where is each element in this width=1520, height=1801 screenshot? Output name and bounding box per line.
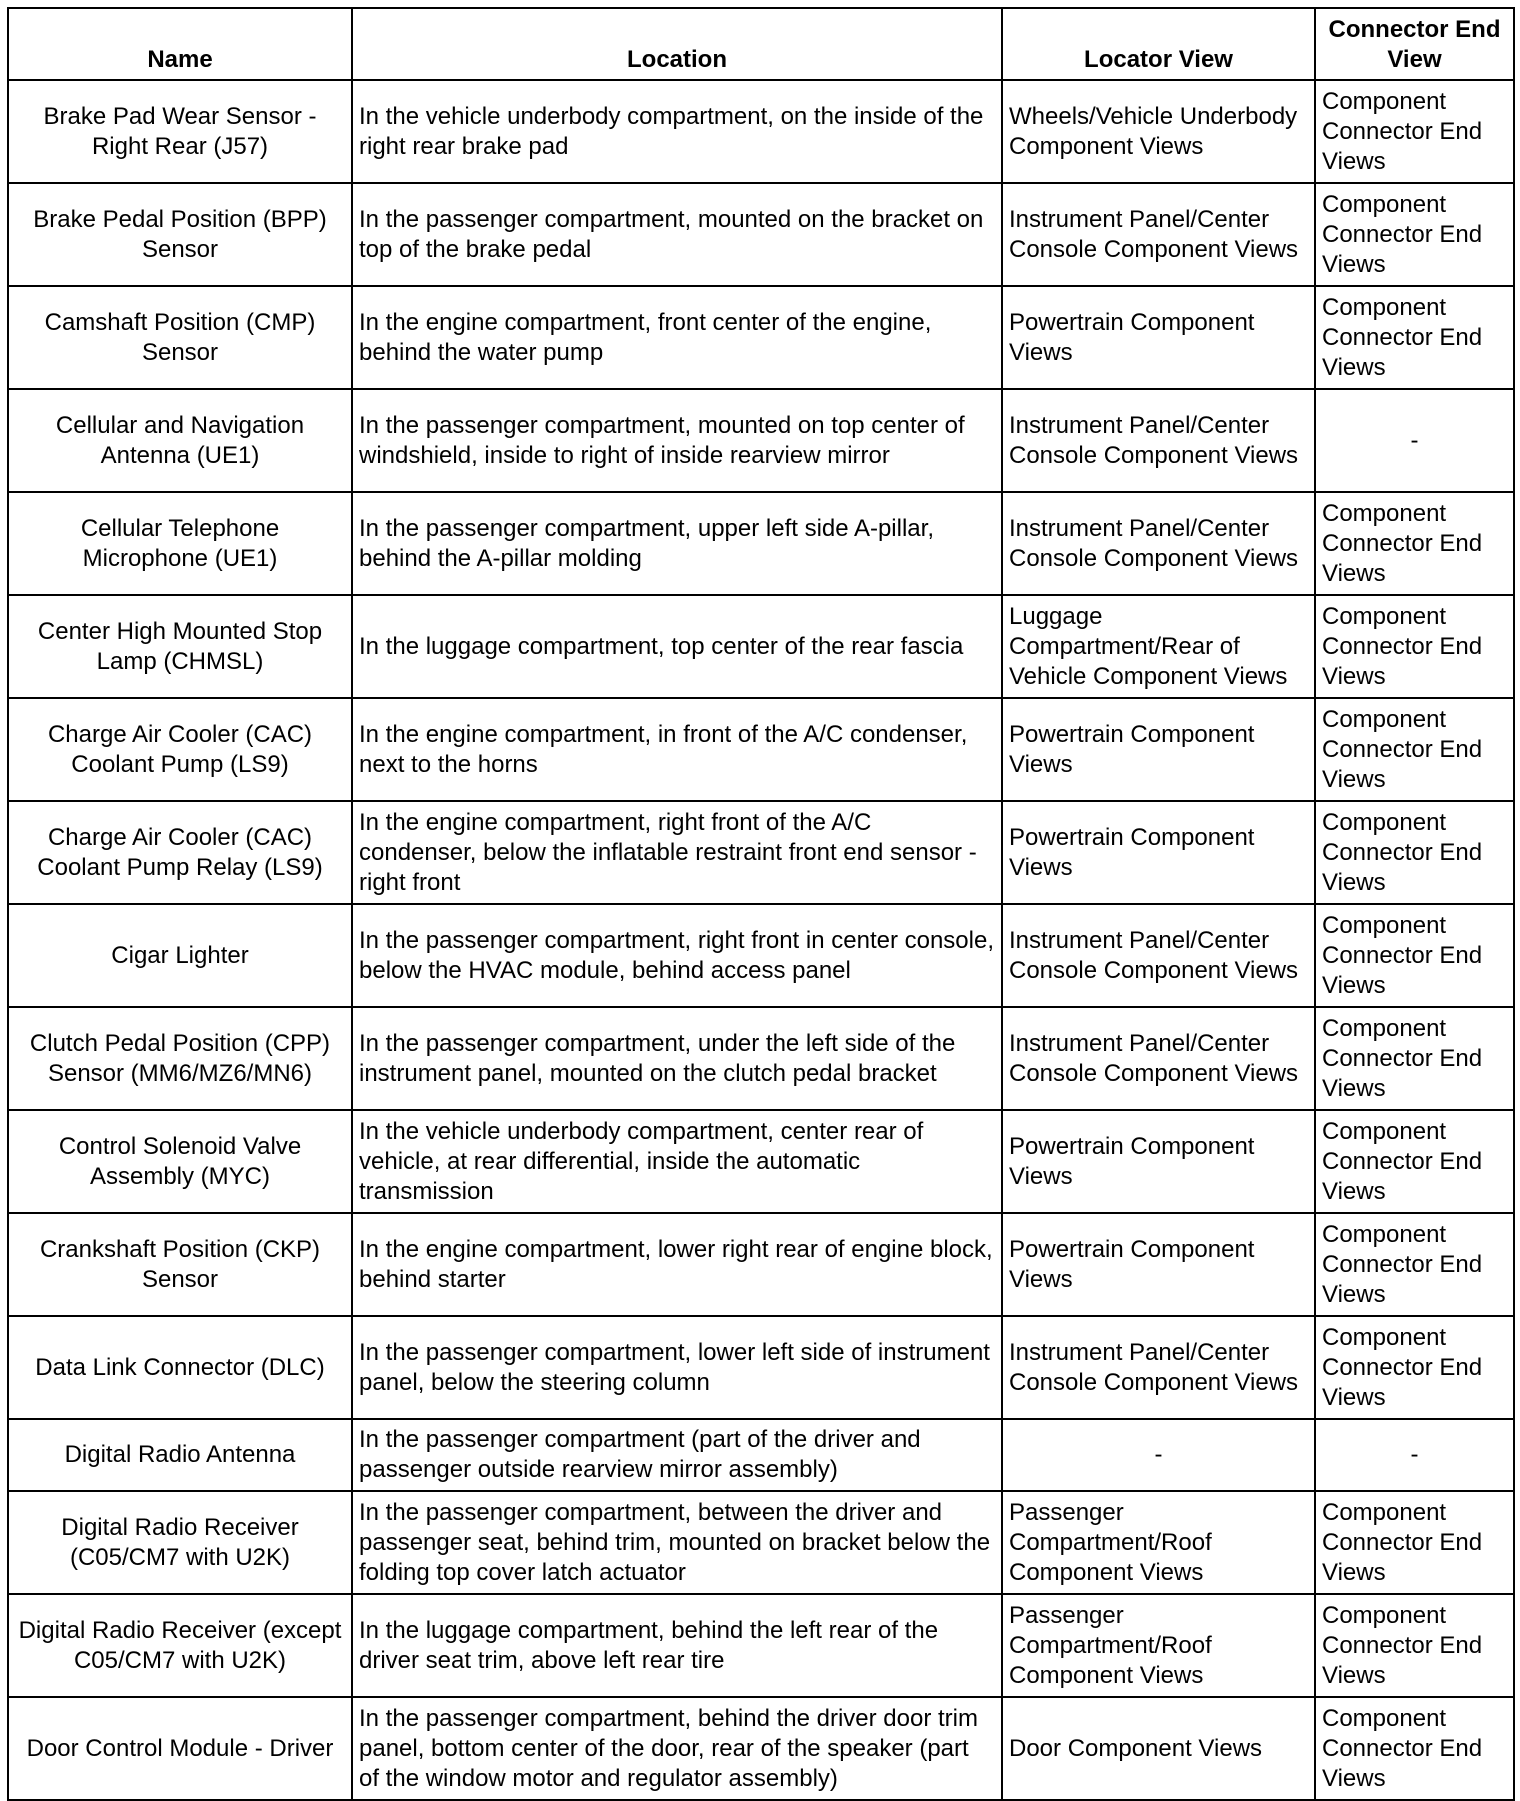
cell-location: In the passenger compartment, behind the driver door trim panel, bottom center of the door, rear of the speaker (part of the window motor and regulator assembly) [352,1697,1002,1800]
cell-name: Digital Radio Receiver (C05/CM7 with U2K) [8,1491,352,1594]
cell-connector-end-view: Component Connector End Views [1315,1007,1514,1110]
table-row [8,595,1514,698]
cell-connector-end-view: Component Connector End Views [1315,183,1514,286]
table-row [8,1697,1514,1800]
cell-connector-end-view: Component Connector End Views [1315,1110,1514,1213]
cell-location: In the engine compartment, front center of the engine, behind the water pump [352,286,1002,389]
table-header-row [8,8,1514,80]
cell-name: Cigar Lighter [8,904,352,1007]
cell-location: In the vehicle underbody compartment, center rear of vehicle, at rear differential, inside the automatic transmission [352,1110,1002,1213]
cell-connector-end-view: Component Connector End Views [1315,1213,1514,1316]
cell-name: Brake Pedal Position (BPP) Sensor [8,183,352,286]
cell-locator-view: Luggage Compartment/Rear of Vehicle Component Views [1002,595,1315,698]
cell-location: In the vehicle underbody compartment, on the inside of the right rear brake pad [352,80,1002,183]
cell-locator-view: Passenger Compartment/Roof Component Views [1002,1594,1315,1697]
cell-name: Camshaft Position (CMP) Sensor [8,286,352,389]
cell-location: In the passenger compartment, lower left side of instrument panel, below the steering column [352,1316,1002,1419]
cell-locator-view: Powertrain Component Views [1002,286,1315,389]
cell-name: Data Link Connector (DLC) [8,1316,352,1419]
cell-location: In the luggage compartment, top center of the rear fascia [352,595,1002,698]
table-row [8,1594,1514,1697]
cell-connector-end-view: Component Connector End Views [1315,492,1514,595]
cell-connector-end-view: Component Connector End Views [1315,1491,1514,1594]
cell-locator-view: Powertrain Component Views [1002,1110,1315,1213]
cell-connector-end-view: Component Connector End Views [1315,1316,1514,1419]
cell-name: Crankshaft Position (CKP) Sensor [8,1213,352,1316]
cell-connector-end-view: Component Connector End Views [1315,904,1514,1007]
cell-connector-end-view: Component Connector End Views [1315,1697,1514,1800]
cell-name: Center High Mounted Stop Lamp (CHMSL) [8,595,352,698]
cell-location: In the passenger compartment, mounted on the bracket on top of the brake pedal [352,183,1002,286]
header-locator-view: Locator View [1002,8,1315,80]
cell-connector-end-view: - [1315,389,1514,492]
cell-name: Door Control Module - Driver [8,1697,352,1800]
cell-name: Digital Radio Antenna [8,1419,352,1491]
cell-location: In the passenger compartment (part of the driver and passenger outside rearview mirror assembly) [352,1419,1002,1491]
header-name: Name [8,8,352,80]
cell-location: In the passenger compartment, upper left side A-pillar, behind the A-pillar molding [352,492,1002,595]
cell-connector-end-view: Component Connector End Views [1315,1594,1514,1697]
cell-locator-view: Powertrain Component Views [1002,698,1315,801]
cell-location: In the engine compartment, in front of the A/C condenser, next to the horns [352,698,1002,801]
component-locator-table [7,7,1515,1801]
cell-locator-view: Passenger Compartment/Roof Component Views [1002,1491,1315,1594]
table-row [8,183,1514,286]
cell-locator-view: Instrument Panel/Center Console Component Views [1002,389,1315,492]
cell-location: In the luggage compartment, behind the left rear of the driver seat trim, above left rear tire [352,1594,1002,1697]
table-row [8,80,1514,183]
cell-connector-end-view: - [1315,1419,1514,1491]
cell-locator-view: Instrument Panel/Center Console Component Views [1002,492,1315,595]
table-row [8,698,1514,801]
cell-locator-view: Instrument Panel/Center Console Component Views [1002,1007,1315,1110]
cell-name: Cellular and Navigation Antenna (UE1) [8,389,352,492]
cell-locator-view: Instrument Panel/Center Console Component Views [1002,183,1315,286]
cell-locator-view: - [1002,1419,1315,1491]
cell-location: In the passenger compartment, between the driver and passenger seat, behind trim, mounted on bracket below the folding top cover latch actuator [352,1491,1002,1594]
table-row [8,492,1514,595]
cell-locator-view: Powertrain Component Views [1002,1213,1315,1316]
cell-location: In the passenger compartment, under the left side of the instrument panel, mounted on the clutch pedal bracket [352,1007,1002,1110]
table-row [8,1491,1514,1594]
cell-name: Clutch Pedal Position (CPP) Sensor (MM6/MZ6/MN6) [8,1007,352,1110]
cell-name: Brake Pad Wear Sensor - Right Rear (J57) [8,80,352,183]
cell-locator-view: Wheels/Vehicle Underbody Component Views [1002,80,1315,183]
cell-locator-view: Door Component Views [1002,1697,1315,1800]
cell-locator-view: Instrument Panel/Center Console Component Views [1002,1316,1315,1419]
cell-connector-end-view: Component Connector End Views [1315,286,1514,389]
cell-location: In the passenger compartment, mounted on top center of windshield, inside to right of inside rearview mirror [352,389,1002,492]
table-row [8,1419,1514,1491]
cell-location: In the engine compartment, lower right rear of engine block, behind starter [352,1213,1002,1316]
header-location: Location [352,8,1002,80]
header-connector-end-view: Connector End View [1315,8,1514,80]
table-row [8,904,1514,1007]
table-row [8,801,1514,904]
cell-location: In the passenger compartment, right front in center console, below the HVAC module, behind access panel [352,904,1002,1007]
cell-name: Cellular Telephone Microphone (UE1) [8,492,352,595]
table-row [8,1007,1514,1110]
cell-location: In the engine compartment, right front of the A/C condenser, below the inflatable restraint front end sensor - right front [352,801,1002,904]
cell-name: Charge Air Cooler (CAC) Coolant Pump (LS9) [8,698,352,801]
cell-connector-end-view: Component Connector End Views [1315,698,1514,801]
cell-name: Digital Radio Receiver (except C05/CM7 with U2K) [8,1594,352,1697]
cell-connector-end-view: Component Connector End Views [1315,80,1514,183]
table-row [8,1213,1514,1316]
cell-locator-view: Powertrain Component Views [1002,801,1315,904]
table-row [8,286,1514,389]
cell-name: Control Solenoid Valve Assembly (MYC) [8,1110,352,1213]
table-row [8,1316,1514,1419]
cell-connector-end-view: Component Connector End Views [1315,595,1514,698]
cell-name: Charge Air Cooler (CAC) Coolant Pump Relay (LS9) [8,801,352,904]
table-row [8,389,1514,492]
table-row [8,1110,1514,1213]
cell-connector-end-view: Component Connector End Views [1315,801,1514,904]
cell-locator-view: Instrument Panel/Center Console Component Views [1002,904,1315,1007]
